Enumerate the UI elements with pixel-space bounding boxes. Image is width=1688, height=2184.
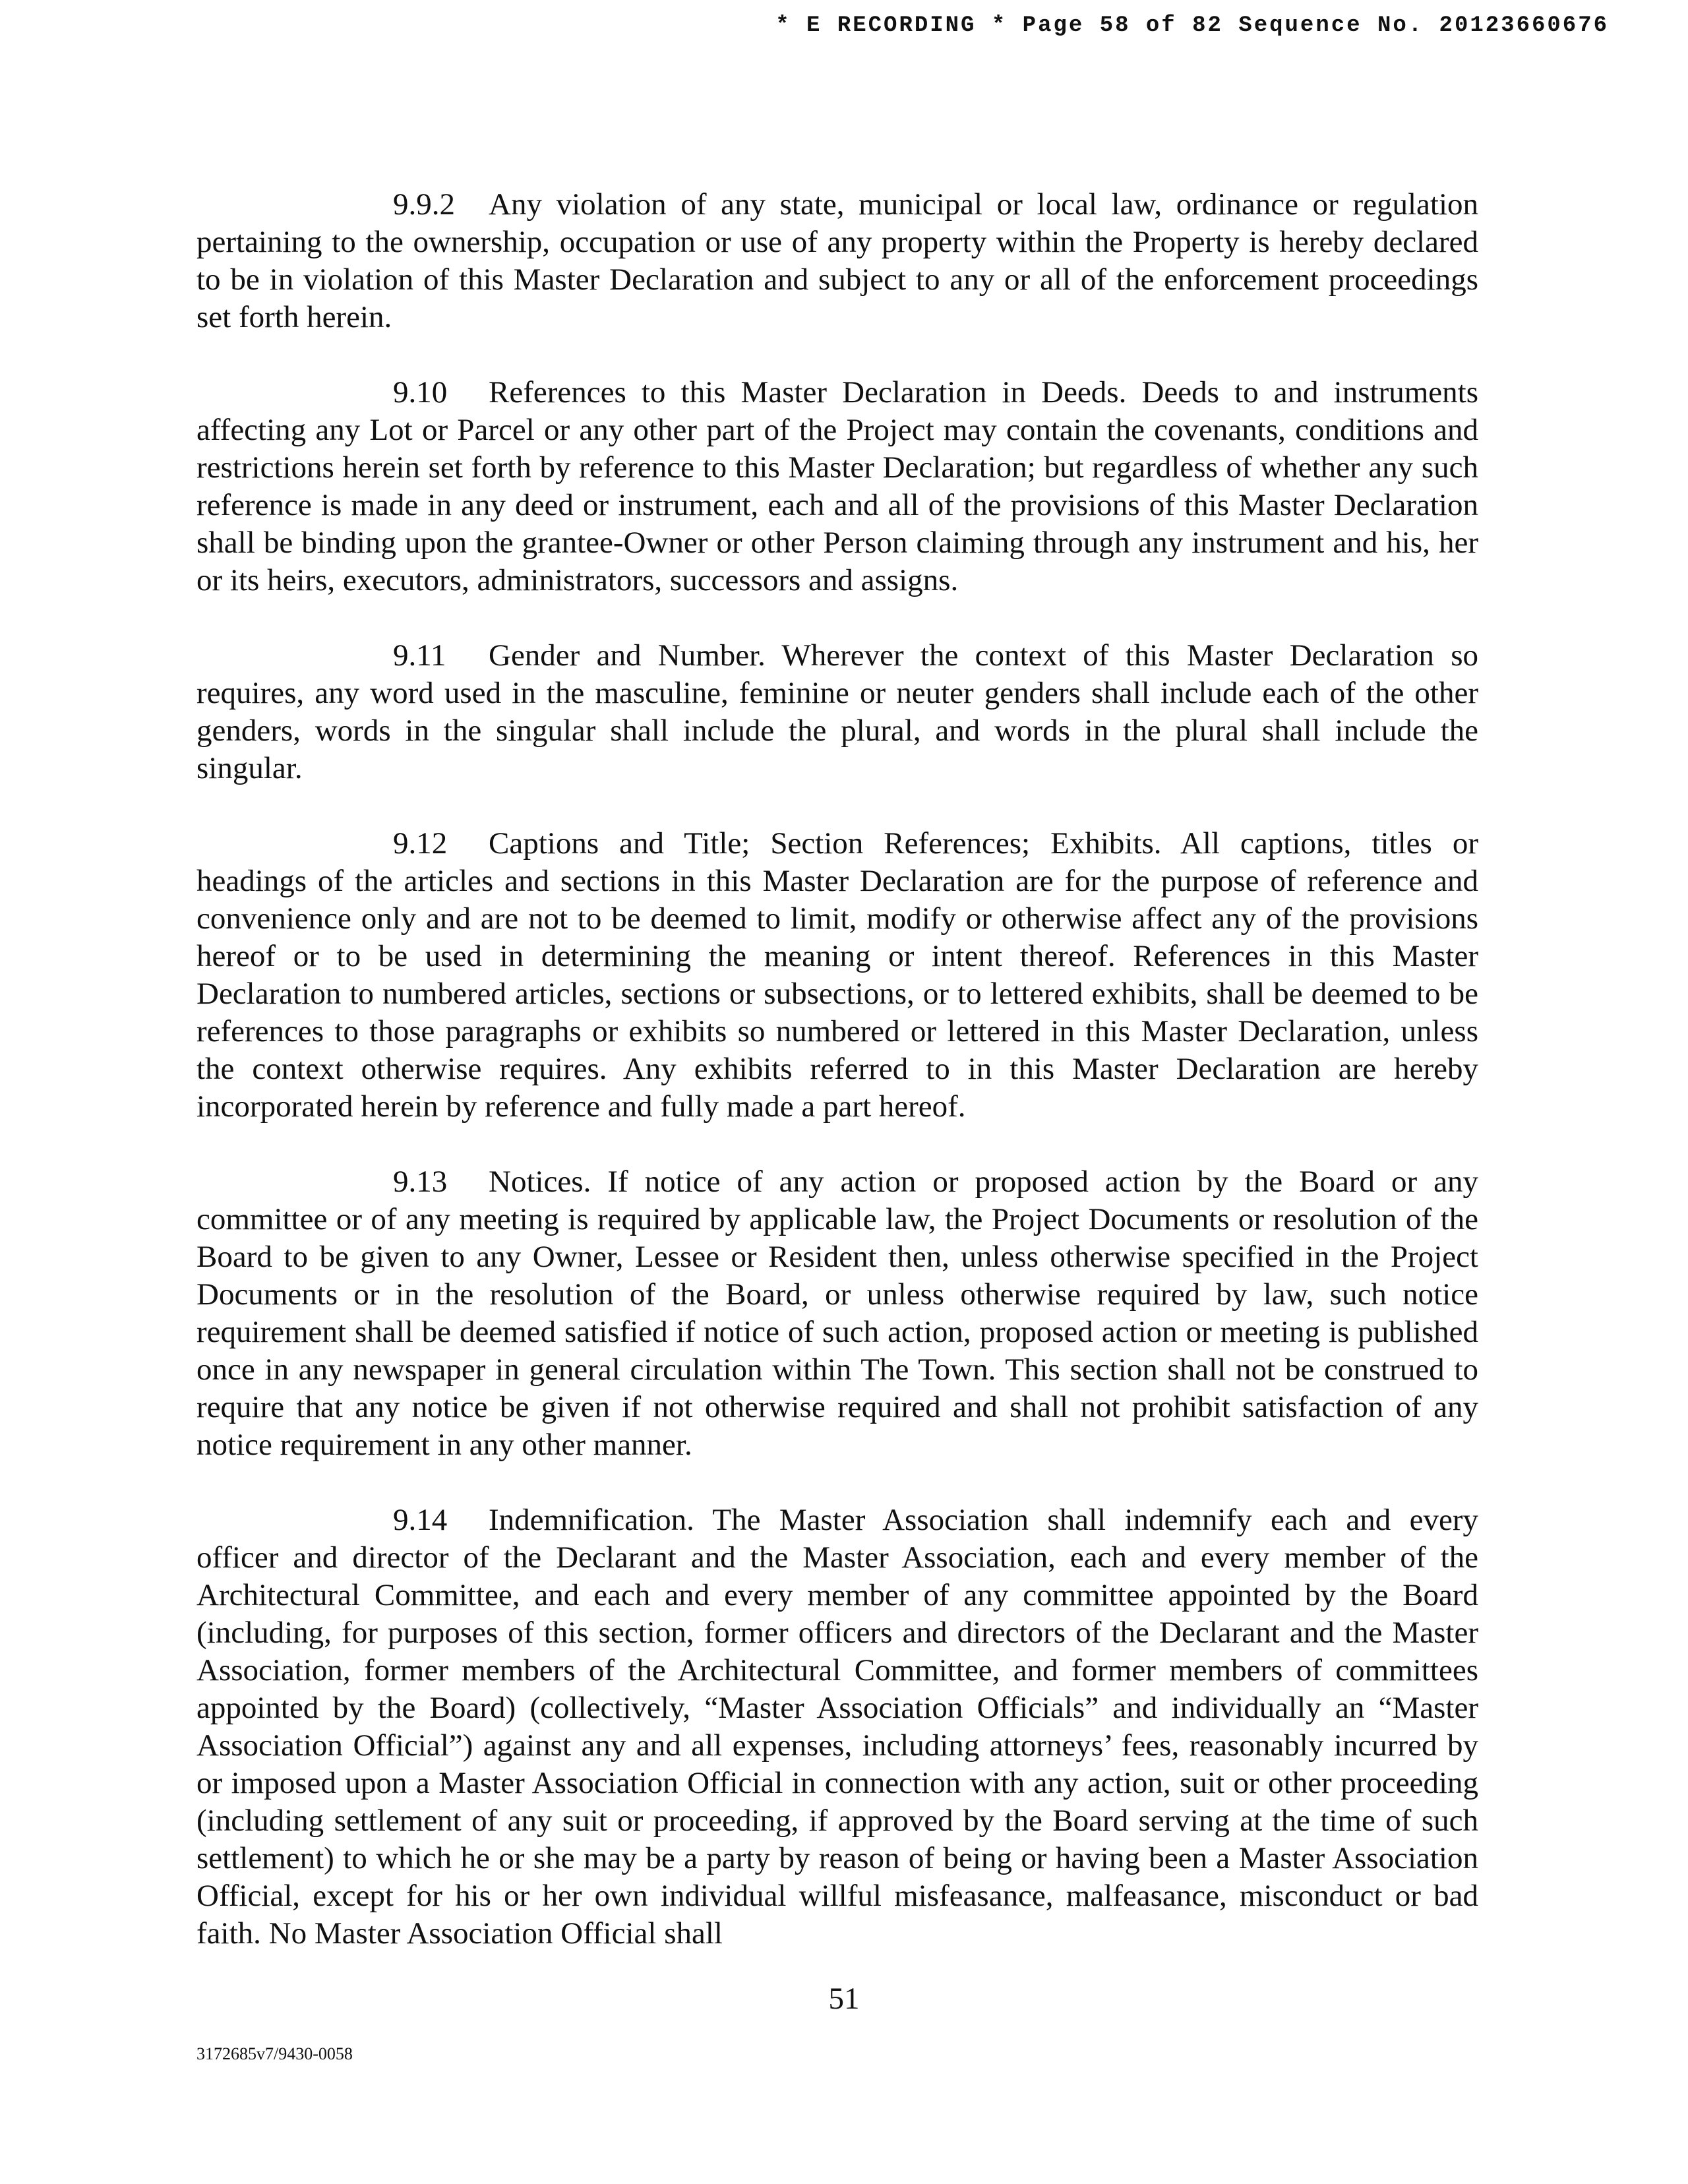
section-9-9-2 — [196, 186, 1478, 336]
section-number: 9.14 — [393, 1503, 448, 1537]
section-9-13 — [196, 1163, 1478, 1464]
section-9-14 — [196, 1502, 1478, 1953]
page-number: 51 — [828, 1982, 860, 2016]
section-9-11 — [196, 637, 1478, 787]
section-text: Captions and Title; Section References; Exhibits. All captions, titles or headings of the articles and sections in this Master Declaration are for the purpose of reference and convenience only and are not to be deemed to limit, modify or otherwise affect any of the provisions hereof or to be used in determining the meaning or intent thereof. References in this Master Declaration to numbered articles, sections or subsections, or to lettered exhibits, shall be deemed to be references to those paragraphs or exhibits so numbered or lettered in this Master Declaration, unless the context otherwise requires. Any exhibits referred to in this Master Declaration are hereby incorporated herein by reference and fully made a part hereof. — [196, 826, 1478, 1124]
section-text: References to this Master Declaration in Deeds. Deeds to and instruments affecting any Lot or Parcel or any other part of the Project may contain the covenants, conditions and restrictions herein set forth by reference to this Master Declaration; but regardless of whether any such reference is made in any deed or instrument, each and all of the provisions of this Master Declaration shall be binding upon the grantee-Owner or other Person claiming through any instrument and his, her or its heirs, executors, administrators, successors and assigns. — [196, 375, 1478, 597]
section-number: 9.10 — [393, 375, 448, 410]
section-number: 9.9.2 — [393, 187, 455, 222]
section-9-12 — [196, 825, 1478, 1126]
section-number: 9.12 — [393, 826, 448, 861]
section-number: 9.13 — [393, 1165, 448, 1199]
section-text: Indemnification. The Master Association shall indemnify each and every officer and director of the Declarant and the Master Association, each and every member of the Architectural Committee, and each and every member of any committee appointed by the Board (including, for purposes of this section, former officers and directors of the Declarant and the Master Association, former members of the Architectural Committee, and former members of committees appointed by the Board) (collectively, “Master Association Officials” and individually an “Master Association Official”) against any and all expenses, including attorneys’ fees, reasonably incurred by or imposed upon a Master Association Official in connection with any action, suit or other proceeding (including settlement of any suit or proceeding, if approved by the Board serving at the time of such settlement) to which he or she may be a party by reason of being or having been a Master Association Official, except for his or her own individual willful misfeasance, malfeasance, misconduct or bad faith. No Master Association Official shall — [196, 1503, 1478, 1951]
document-body — [196, 186, 1478, 1953]
section-9-10 — [196, 374, 1478, 599]
recording-stamp-header: * E RECORDING * Page 58 of 82 Sequence No. 20123660676 — [775, 13, 1609, 38]
section-text: Any violation of any state, municipal or local law, ordinance or regulation pertaining to the ownership, occupation or use of any property within the Property is hereby declared to be in violation of this Master Declaration and subject to any or all of the enforcement proceedings set forth herein. — [196, 187, 1478, 334]
section-text: Notices. If notice of any action or proposed action by the Board or any committee or of any meeting is required by applicable law, the Project Documents or resolution of the Board to be given to any Owner, Lessee or Resident then, unless otherwise specified in the Project Documents or in the resolution of the Board, or unless otherwise required by law, such notice requirement shall be deemed satisfied if notice of such action, proposed action or meeting is published once in any newspaper in general circulation within The Town. This section shall not be construed to require that any notice be given if not otherwise required and shall not prohibit satisfaction of any notice requirement in any other manner. — [196, 1165, 1478, 1462]
document-id: 3172685v7/9430-0058 — [196, 2044, 353, 2063]
section-number: 9.11 — [393, 638, 446, 673]
section-text: Gender and Number. Wherever the context of this Master Declaration so requires, any word used in the masculine, feminine or neuter genders shall include each of the other genders, words in the singular shall include the plural, and words in the plural shall include the singular. — [196, 638, 1478, 785]
